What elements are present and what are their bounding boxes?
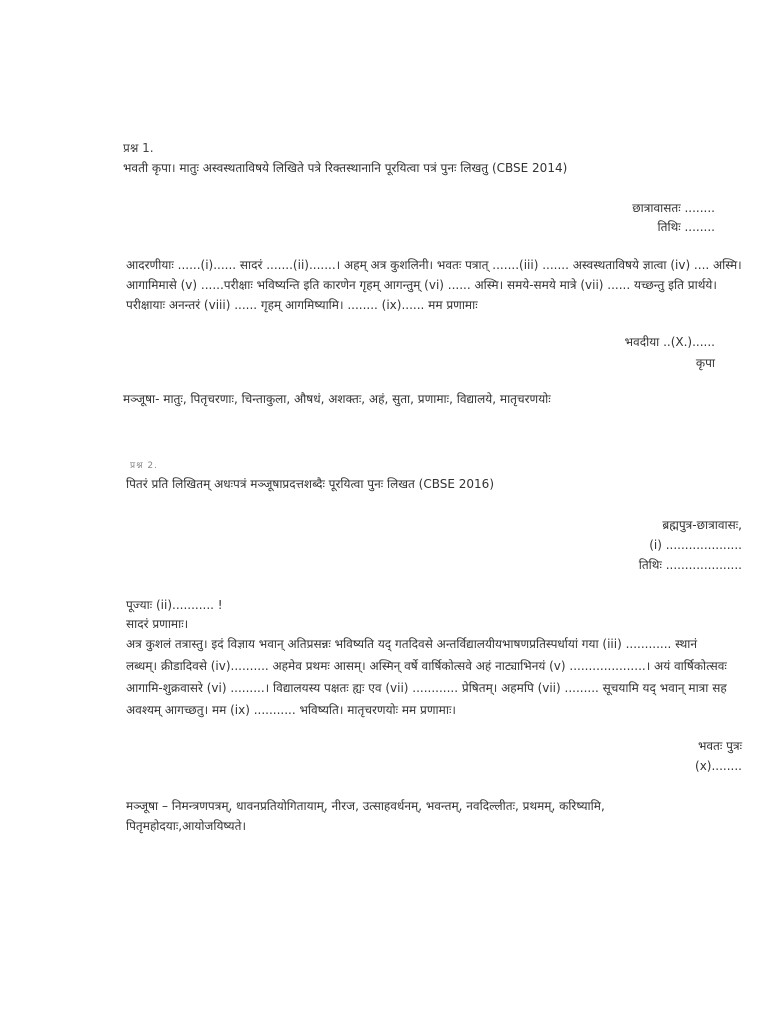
- letter-1-body: [126, 255, 742, 315]
- letter-1-body-line: आगामिमासे (v) ......परीक्षाः भविष्यन्ति इति कारणेन गृहम् आगन्तुम् (vi) ...... अस्मि। समये-समये मात्रे (vii) ...... यच्छन्तु इति प्रार्थये।: [126, 278, 717, 292]
- letter-2-closing: भवतः पुत्रः: [697, 739, 742, 753]
- letter-2-date: तिथिः ....................: [638, 558, 742, 572]
- letter-1-name: कृपा: [695, 356, 715, 370]
- letter-1-date: तिथिः ........: [657, 220, 715, 234]
- letter-2-body-line: आगामि-शुक्रवासरे (vi) .........। विद्यालयस्य पक्षतः ह्यः एव (vii) ............ प्रेषितम्। अहमपि (vii) ......... सूचयामि यद् भवान् मात्रा सह: [126, 681, 727, 695]
- letter-2-address-line-2: (i) ....................: [649, 538, 742, 552]
- letter-1-address: छात्रावासतः ........: [632, 201, 715, 215]
- word-box-2-line-1: मञ्जूषा – निमन्त्रणपत्रम्, धावनप्रतियोगितायाम्, नीरज, उत्साहवर्धनम्, भवन्तम्, नवदिल्लीतः, प्रथमम्, करिष्यामि,: [126, 799, 605, 813]
- question-2-label-faint: प्रश्न 2.: [130, 461, 158, 471]
- letter-1-body-line: आदरणीयाः ......(i)...... सादरं .......(ii).......। अहम् अत्र कुशलिनी। भवतः पत्रात् .......(iii) ....... अस्वस्थताविषये ज्ञात्वा (iv) .... अस्मि।: [126, 258, 742, 272]
- letter-2-body-line: लब्धम्। क्रीडादिवसे (iv).......... अहमेव प्रथमः आसम्। अस्मिन् वर्षे वार्षिकोत्सवे अहं नाट्याभिनयं (v) ....................। अयं वार्षिकोत्सवः: [126, 659, 727, 673]
- letter-1-closing: भवदीया ..(X.)......: [624, 335, 715, 349]
- letter-2-body-line: अवश्यम् आगच्छतु। मम (ix) ........... भविष्यति। मातृचरणयोः मम प्रणामाः।: [126, 703, 456, 717]
- question-1-instruction: भवती कृपा। मातुः अस्वस्थताविषये लिखिते पत्रे रिक्तस्थानानि पूरयित्वा पत्रं पुनः लिखतु (CBSE 2014): [123, 161, 568, 175]
- question-1-label: प्रश्न 1.: [123, 141, 154, 155]
- letter-1-body-line: परीक्षायाः अनन्तरं (viii) ...... गृहम् आगमिष्यामि। ........ (ix)...... मम प्रणामाः: [126, 298, 478, 312]
- question-2-instruction: पितरं प्रति लिखितम् अधःपत्रं मञ्जूषाप्रदत्तशब्दैः पूरयित्वा पुनः लिखत (CBSE 2016): [126, 477, 494, 491]
- letter-2-signature: (x)........: [695, 759, 742, 773]
- letter-2-salutation: पूज्याः (ii)........... !: [126, 598, 223, 612]
- word-box-2-line-2: पितृमहोदयाः,आयोजयिष्यते।: [126, 819, 247, 833]
- letter-2-body: [126, 633, 727, 721]
- word-box-1: मञ्जूषा- मातुः, पितृचरणाः, चिन्ताकुला, औषधं, अशक्तः, अहं, सुता, प्रणामाः, विद्यालये, मातृचरणयोः: [123, 392, 551, 406]
- letter-2-greeting: सादरं प्रणामाः।: [126, 617, 189, 631]
- letter-2-address-line-1: ब्रह्मपुत्र-छात्रावासः,: [662, 518, 742, 532]
- letter-2-body-line: अत्र कुशलं तत्रास्तु। इदं विज्ञाय भवान् अतिप्रसन्नः भविष्यति यद् गतदिवसे अन्तर्विद्यालयीयभाषणप्रतिस्पर्धायां गया (iii) ............ स्थानं: [126, 637, 698, 651]
